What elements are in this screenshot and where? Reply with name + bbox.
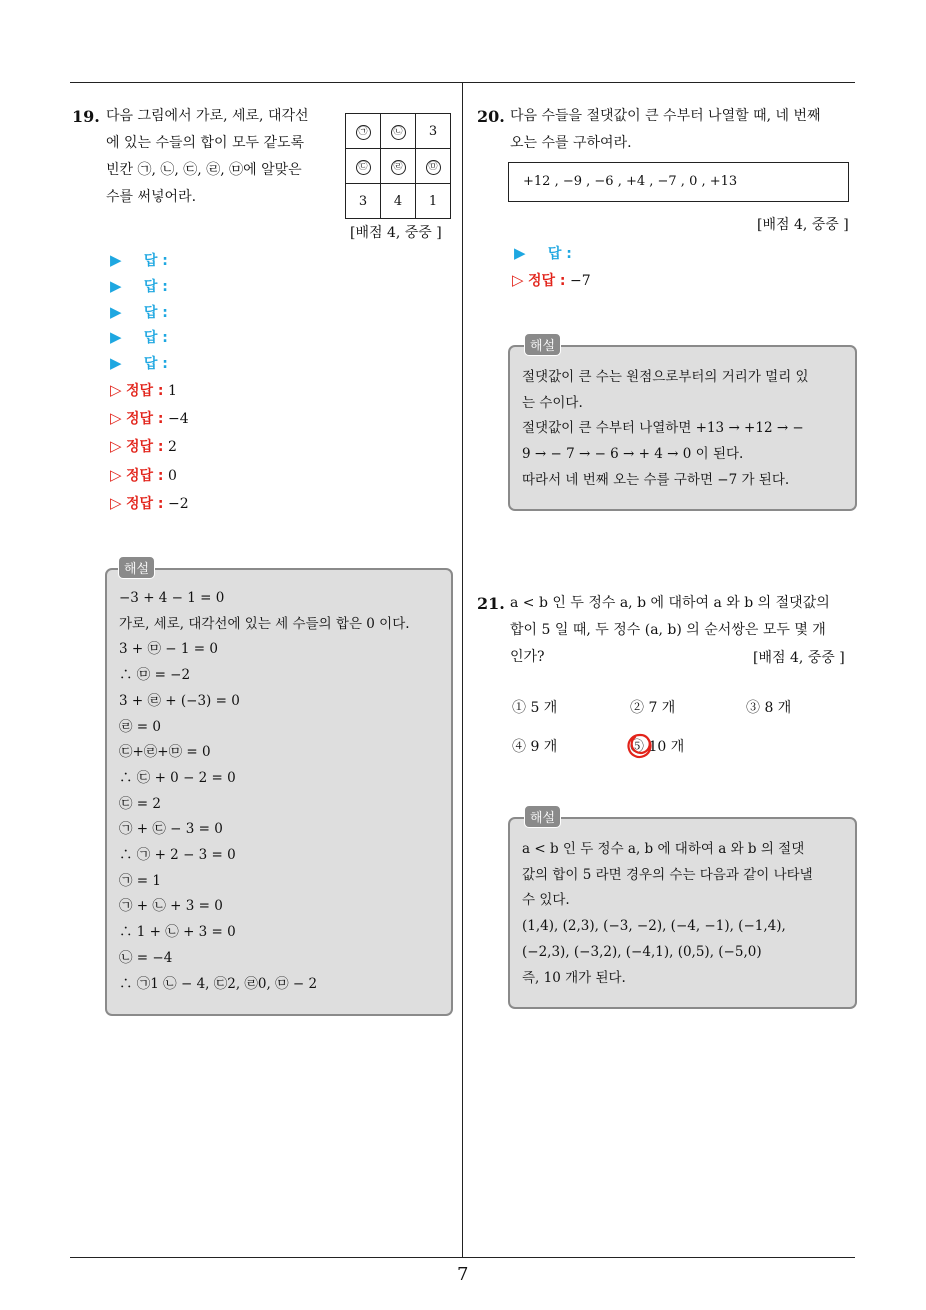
q19-line: 다음 그림에서 가로, 세로, 대각선 bbox=[106, 108, 309, 124]
explanation-line: 수 있다. bbox=[522, 892, 570, 909]
correct-answer: ▷ 정답 : −4 bbox=[110, 409, 189, 427]
option-5[interactable]: ⑤ 10 개 bbox=[630, 739, 685, 755]
triangle-filled-icon: ▶ bbox=[110, 354, 122, 372]
triangle-filled-icon: ▶ bbox=[514, 244, 526, 262]
explanation-line: ㉢ = 2 bbox=[119, 795, 161, 812]
grid-cell: ㉠ bbox=[346, 114, 381, 149]
explanation-line: 9 → − 7 → − 6 → + 4 → 0 이 된다. bbox=[522, 446, 744, 463]
bottom-rule bbox=[70, 1257, 855, 1258]
column-divider bbox=[462, 82, 463, 1258]
triangle-filled-icon: ▶ bbox=[110, 303, 122, 321]
grid-cell: ㉢ bbox=[346, 149, 381, 184]
explanation-line: ㉠ + ㉢ − 3 = 0 bbox=[119, 821, 223, 838]
q21-line: 인가? bbox=[510, 649, 545, 665]
explanation-line: 3 + ㉣ + (−3) = 0 bbox=[119, 692, 240, 709]
triangle-filled-icon: ▶ bbox=[110, 328, 122, 346]
q19-score: [배점 4, 중중 ] bbox=[350, 225, 442, 241]
explanation-line: 3 + ㉤ − 1 = 0 bbox=[119, 641, 218, 658]
q20-explanation-box bbox=[508, 345, 857, 511]
explanation-line: 절댓값이 큰 수부터 나열하면 +13 → +12 → − bbox=[522, 420, 804, 437]
correct-answer: ▷ 정답 : 2 bbox=[110, 437, 177, 455]
q20-line: 오는 수를 구하여라. bbox=[510, 135, 632, 151]
q20-line: 다음 수들을 절댓값이 큰 수부터 나열할 때, 네 번째 bbox=[510, 108, 821, 124]
explanation-line: 가로, 세로, 대각선에 있는 세 수들의 합은 0 이다. bbox=[119, 615, 410, 632]
q21-score: [배점 4, 중중 ] bbox=[753, 650, 845, 666]
explanation-line: ㉠ + ㉡ + 3 = 0 bbox=[119, 898, 223, 915]
answer-blank[interactable]: ▶ 답 : bbox=[110, 303, 168, 321]
q20-number: 20. bbox=[477, 107, 505, 126]
answer-blank[interactable]: ▶ 답 : bbox=[514, 244, 572, 262]
triangle-outline-icon: ▷ bbox=[110, 466, 122, 484]
correct-value: 0 bbox=[167, 468, 177, 484]
correct-answer: ▷ 정답 : −7 bbox=[512, 271, 591, 289]
correct-answer: ▷ 정답 : 1 bbox=[110, 381, 177, 399]
triangle-filled-icon: ▶ bbox=[110, 251, 122, 269]
option-2[interactable]: ② 7 개 bbox=[630, 700, 676, 716]
explanation-line: ∴ ㉠1 ㉡ − 4, ㉢2, ㉣0, ㉤ − 2 bbox=[119, 975, 318, 992]
grid-cell: 1 bbox=[416, 184, 451, 219]
answer-blank[interactable]: ▶ 답 : bbox=[110, 354, 168, 372]
triangle-outline-icon: ▷ bbox=[110, 381, 122, 399]
explanation-tag: 해설 bbox=[118, 556, 155, 579]
explanation-line: 는 수이다. bbox=[522, 394, 583, 411]
correct-value: 1 bbox=[167, 383, 177, 399]
triangle-filled-icon: ▶ bbox=[110, 277, 122, 295]
q21-number: 21. bbox=[477, 594, 505, 613]
option-4[interactable]: ④ 9 개 bbox=[512, 739, 558, 755]
correct-value: −4 bbox=[167, 411, 189, 427]
explanation-line: (−2,3), (−3,2), (−4,1), (0,5), (−5,0) bbox=[522, 943, 762, 960]
grid-cell: 3 bbox=[416, 114, 451, 149]
page-number: 7 bbox=[457, 1264, 469, 1285]
explanation-line: ∴ ㉠ + 2 − 3 = 0 bbox=[119, 847, 236, 864]
q19-number: 19. bbox=[72, 107, 100, 126]
option-1[interactable]: ① 5 개 bbox=[512, 700, 558, 716]
triangle-outline-icon: ▷ bbox=[512, 271, 524, 289]
triangle-outline-icon: ▷ bbox=[110, 494, 122, 512]
explanation-tag: 해설 bbox=[524, 333, 561, 356]
explanation-line: ㉢+㉣+㉤ = 0 bbox=[119, 744, 211, 761]
correct-value: −7 bbox=[569, 273, 591, 289]
q19-line: 에 있는 수들의 합이 모두 같도록 bbox=[106, 135, 305, 151]
q21-line: 합이 5 일 때, 두 정수 (a, b) 의 순서쌍은 모두 몇 개 bbox=[510, 622, 826, 638]
explanation-line: 즉, 10 개가 된다. bbox=[522, 969, 626, 986]
q20-score: [배점 4, 중중 ] bbox=[757, 217, 849, 233]
triangle-outline-icon: ▷ bbox=[110, 409, 122, 427]
correct-value: 2 bbox=[167, 439, 177, 455]
correct-value: −2 bbox=[167, 496, 189, 512]
explanation-line: ㉡ = −4 bbox=[119, 949, 173, 966]
explanation-line: (1,4), (2,3), (−3, −2), (−4, −1), (−1,4), bbox=[522, 918, 786, 935]
explanation-line: ∴ ㉢ + 0 − 2 = 0 bbox=[119, 769, 236, 786]
q19-line: 수를 써넣어라. bbox=[106, 189, 197, 205]
explanation-line: 절댓값이 큰 수는 원점으로부터의 거리가 멀리 있 bbox=[522, 369, 809, 385]
explanation-line: ㉠ = 1 bbox=[119, 872, 161, 889]
grid-cell: 4 bbox=[381, 184, 416, 219]
q21-explanation-box bbox=[508, 817, 857, 1009]
q20-question bbox=[510, 103, 860, 157]
grid-cell: ㉤ bbox=[416, 149, 451, 184]
grid-cell: ㉡ bbox=[381, 114, 416, 149]
grid-cell: 3 bbox=[346, 184, 381, 219]
answer-blank[interactable]: ▶ 답 : bbox=[110, 277, 168, 295]
triangle-outline-icon: ▷ bbox=[110, 437, 122, 455]
answer-blank[interactable]: ▶ 답 : bbox=[110, 251, 168, 269]
answer-blank[interactable]: ▶ 답 : bbox=[110, 328, 168, 346]
explanation-line: 따라서 네 번째 오는 수를 구하면 −7 가 된다. bbox=[522, 471, 790, 488]
magic-square-grid bbox=[345, 113, 451, 219]
explanation-line: ∴ 1 + ㉡ + 3 = 0 bbox=[119, 924, 236, 941]
q19-question bbox=[106, 103, 331, 211]
q19-explanation-box bbox=[105, 568, 453, 1016]
correct-answer: ▷ 정답 : 0 bbox=[110, 466, 177, 484]
option-3[interactable]: ③ 8 개 bbox=[746, 700, 792, 716]
q19-line: 빈칸 ㉠, ㉡, ㉢, ㉣, ㉤에 알맞은 bbox=[106, 162, 302, 178]
explanation-line: ㉣ = 0 bbox=[119, 718, 161, 735]
explanation-line: −3 + 4 − 1 = 0 bbox=[119, 590, 225, 606]
explanation-line: a < b 인 두 정수 a, b 에 대하여 a 와 b 의 절댓 bbox=[522, 841, 805, 857]
q21-line: a < b 인 두 정수 a, b 에 대하여 a 와 b 의 절댓값의 bbox=[510, 595, 830, 611]
correct-answer: ▷ 정답 : −2 bbox=[110, 494, 189, 512]
selected-answer-circle-icon bbox=[623, 731, 653, 761]
explanation-line: ∴ ㉤ = −2 bbox=[119, 667, 191, 684]
q20-number-list: +12 , −9 , −6 , +4 , −7 , 0 , +13 bbox=[508, 162, 849, 202]
explanation-tag: 해설 bbox=[524, 805, 561, 828]
explanation-line: 값의 합이 5 라면 경우의 수는 다음과 같이 나타낼 bbox=[522, 866, 813, 883]
grid-cell: ㉣ bbox=[381, 149, 416, 184]
